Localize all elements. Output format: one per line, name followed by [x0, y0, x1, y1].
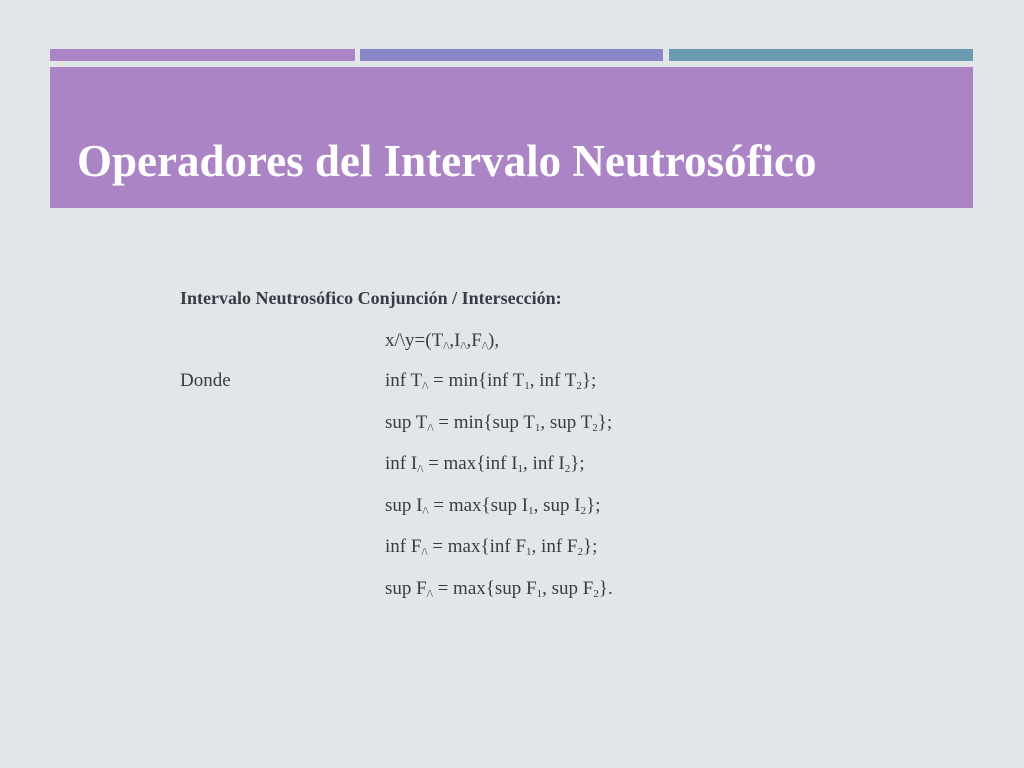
- formula-definition: $x/\backslash y=(T_{/\backslash},I_{/\backslash},F_{/\backslash})$,: [385, 330, 500, 352]
- slide-title: Operadores del Intervalo Neutrosófico: [77, 136, 817, 186]
- accent-bar-purple: [50, 49, 355, 61]
- title-banner: [50, 67, 973, 208]
- formula-line: inf $T_{/\backslash} = \min\{inf$ $T_1$, inf $T_2$};: [385, 370, 597, 392]
- formula-line: sup $F_{/\backslash} = \max\{sup$ $F_1$, sup $F_2$}.: [385, 578, 613, 600]
- accent-bar-violet: [360, 49, 663, 61]
- formula-line: inf $I_{/\backslash} = \max\{inf$ $I_1$, inf $I_2$};: [385, 453, 585, 475]
- formula-line: sup $I_{/\backslash} = \max\{sup$ $I_1$, sup $I_2$};: [385, 495, 601, 517]
- section-heading: Intervalo Neutrosófico Conjunción / Intersección:: [180, 288, 562, 308]
- accent-bar-teal: [669, 49, 973, 61]
- donde-label: Donde: [180, 370, 231, 391]
- formula-line: inf $F_{/\backslash} = \max\{inf$ $F_1$, inf $F_2$};: [385, 536, 598, 558]
- formula-line: sup $T_{/\backslash} = \min\{sup$ $T_1$, sup $T_2$};: [385, 412, 613, 434]
